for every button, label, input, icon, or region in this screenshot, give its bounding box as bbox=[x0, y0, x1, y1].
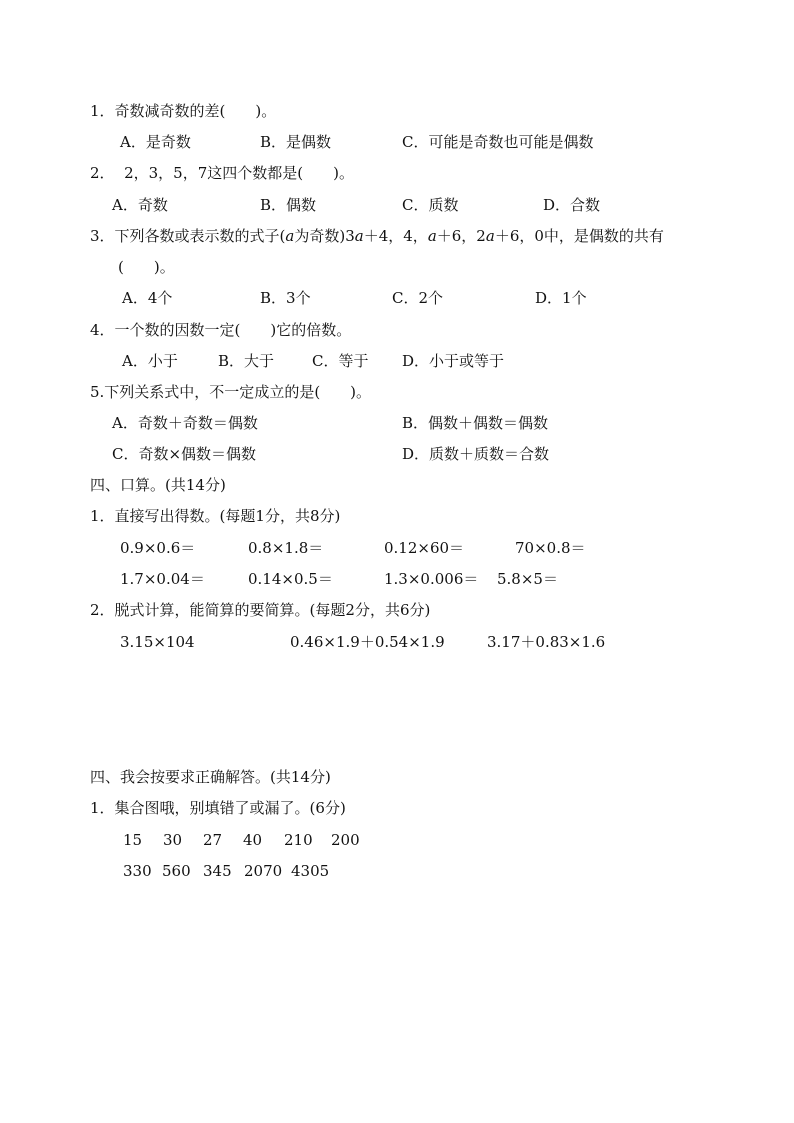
q1-stem: 1．奇数减奇数的差( )。 bbox=[90, 102, 277, 120]
q3-option-d: D．1个 bbox=[535, 289, 587, 307]
calc-item: 0.12×60＝ bbox=[384, 539, 465, 557]
q3-option-c: C．2个 bbox=[392, 289, 444, 307]
stepwise-calc-title: 2．脱式计算，能简算的要简算。(每题2分，共6分) bbox=[90, 601, 431, 619]
calc-item: 0.14×0.5＝ bbox=[248, 570, 333, 588]
q3-stem: 3．下列各数或表示数的式子(a为奇数)3a＋4，4，a＋6，2a＋6，0中，是偶数的共有 bbox=[90, 227, 664, 245]
q2-option-a: A．奇数 bbox=[112, 196, 168, 214]
section-mental-math-title: 四、口算。(共14分) bbox=[90, 476, 226, 494]
q2-option-b: B．偶数 bbox=[260, 196, 317, 214]
set-number: 560 bbox=[162, 862, 191, 880]
set-number: 330 bbox=[123, 862, 152, 880]
calc-item: 1.3×0.006＝ bbox=[384, 570, 479, 588]
set-number: 4305 bbox=[291, 862, 330, 880]
set-number: 200 bbox=[331, 831, 360, 849]
q1-option-a: A．是奇数 bbox=[120, 133, 191, 151]
q3-option-b: B．3个 bbox=[260, 289, 311, 307]
q1-option-c: C．可能是奇数也可能是偶数 bbox=[402, 133, 594, 151]
set-number: 15 bbox=[123, 831, 143, 849]
q4-option-b: B．大于 bbox=[218, 352, 275, 370]
set-diagram-title: 1．集合图哦，别填错了或漏了。(6分) bbox=[90, 799, 346, 817]
direct-answer-title: 1．直接写出得数。(每题1分，共8分) bbox=[90, 507, 341, 525]
set-number: 2070 bbox=[244, 862, 283, 880]
q4-option-a: A．小于 bbox=[122, 352, 178, 370]
set-number: 345 bbox=[203, 862, 232, 880]
stepwise-calc-item: 3.15×104 bbox=[120, 633, 195, 651]
section-solve-title: 四、我会按要求正确解答。(共14分) bbox=[90, 768, 331, 786]
q5-option-b: B．偶数＋偶数＝偶数 bbox=[402, 414, 549, 432]
set-number: 40 bbox=[243, 831, 263, 849]
calc-item: 5.8×5＝ bbox=[497, 570, 558, 588]
q3-stem-continuation: ( )。 bbox=[118, 258, 175, 276]
stepwise-calc-item: 3.17＋0.83×1.6 bbox=[487, 633, 606, 651]
q4-option-c: C．等于 bbox=[312, 352, 369, 370]
calc-item: 1.7×0.04＝ bbox=[120, 570, 205, 588]
set-number: 30 bbox=[163, 831, 183, 849]
q5-option-d: D．质数＋质数＝合数 bbox=[402, 445, 550, 463]
q5-option-c: C．奇数×偶数＝偶数 bbox=[112, 445, 257, 463]
q2-stem: 2． 2，3，5，7这四个数都是( )。 bbox=[90, 164, 354, 182]
q2-option-c: C．质数 bbox=[402, 196, 459, 214]
q2-option-d: D．合数 bbox=[543, 196, 601, 214]
q4-stem: 4．一个数的因数一定( )它的倍数。 bbox=[90, 321, 352, 339]
set-number: 210 bbox=[284, 831, 313, 849]
calc-item: 0.8×1.8＝ bbox=[248, 539, 324, 557]
q5-stem: 5.下列关系式中，不一定成立的是( )。 bbox=[90, 383, 372, 401]
set-number: 27 bbox=[203, 831, 223, 849]
stepwise-calc-item: 0.46×1.9＋0.54×1.9 bbox=[290, 633, 445, 651]
q5-option-a: A．奇数＋奇数＝偶数 bbox=[112, 414, 258, 432]
q3-option-a: A．4个 bbox=[122, 289, 173, 307]
calc-item: 0.9×0.6＝ bbox=[120, 539, 196, 557]
q1-option-b: B．是偶数 bbox=[260, 133, 332, 151]
q4-option-d: D．小于或等于 bbox=[402, 352, 505, 370]
calc-item: 70×0.8＝ bbox=[515, 539, 586, 557]
